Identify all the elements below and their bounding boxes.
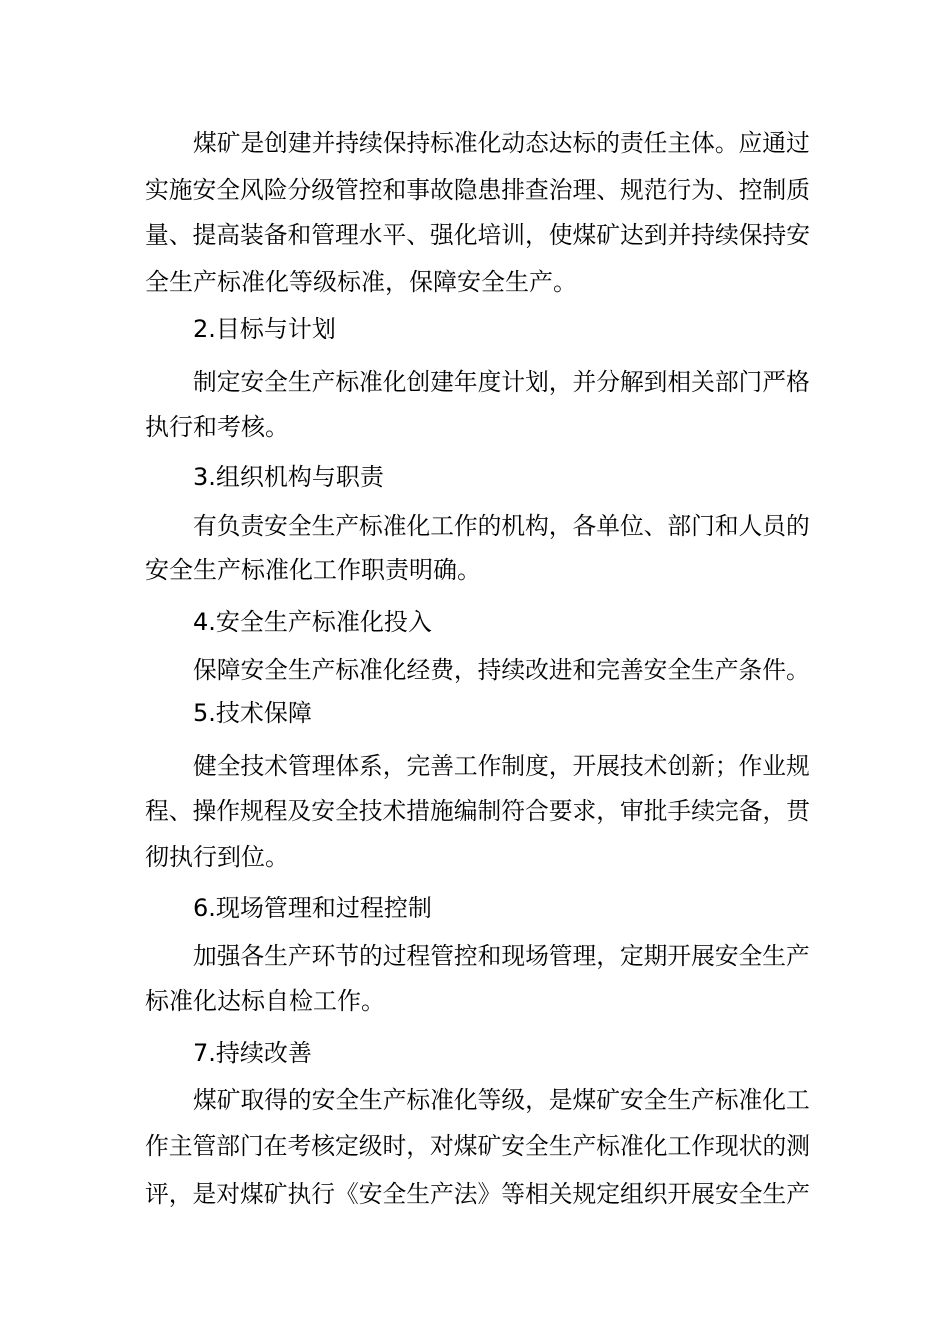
section-5-line-2: 程、操作规程及安全技术措施编制符合要求，审批手续完备，贯	[145, 797, 811, 825]
section-3-line-1: 有负责安全生产标准化工作的机构，各单位、部门和人员的	[193, 512, 810, 540]
section-7-line-1: 煤矿取得的安全生产标准化等级，是煤矿安全生产标准化工	[193, 1086, 810, 1114]
intro-line-3: 量、提高装备和管理水平、强化培训，使煤矿达到并持续保持安	[145, 221, 811, 249]
section-6-line-2: 标准化达标自检工作。	[145, 987, 385, 1015]
section-6-line-1: 加强各生产环节的过程管控和现场管理，定期开展安全生产	[193, 942, 810, 970]
section-heading-3: 3.组织机构与职责	[193, 463, 384, 491]
section-2-line-1: 制定安全生产标准化创建年度计划，并分解到相关部门严格	[193, 368, 810, 396]
intro-line-2: 实施安全风险分级管控和事故隐患排查治理、规范行为、控制质	[145, 176, 811, 204]
intro-line-4: 全生产标准化等级标准，保障安全生产。	[145, 268, 577, 296]
section-7-line-3: 评，是对煤矿执行《安全生产法》等相关规定组织开展安全生产	[145, 1180, 811, 1208]
section-heading-4: 4.安全生产标准化投入	[193, 608, 432, 636]
section-heading-6: 6.现场管理和过程控制	[193, 894, 432, 922]
section-heading-7: 7.持续改善	[193, 1039, 312, 1067]
section-3-line-2: 安全生产标准化工作职责明确。	[145, 556, 481, 584]
section-4-line-1: 保障安全生产标准化经费，持续改进和完善安全生产条件。	[193, 656, 810, 684]
section-7-line-2: 作主管部门在考核定级时，对煤矿安全生产标准化工作现状的测	[145, 1132, 811, 1160]
section-heading-2: 2.目标与计划	[193, 315, 336, 343]
section-heading-5: 5.技术保障	[193, 699, 312, 727]
intro-line-1: 煤矿是创建并持续保持标准化动态达标的责任主体。应通过	[193, 129, 810, 157]
section-5-line-1: 健全技术管理体系，完善工作制度，开展技术创新；作业规	[193, 752, 810, 780]
section-2-line-2: 执行和考核。	[145, 413, 289, 441]
section-5-line-3: 彻执行到位。	[145, 843, 289, 871]
